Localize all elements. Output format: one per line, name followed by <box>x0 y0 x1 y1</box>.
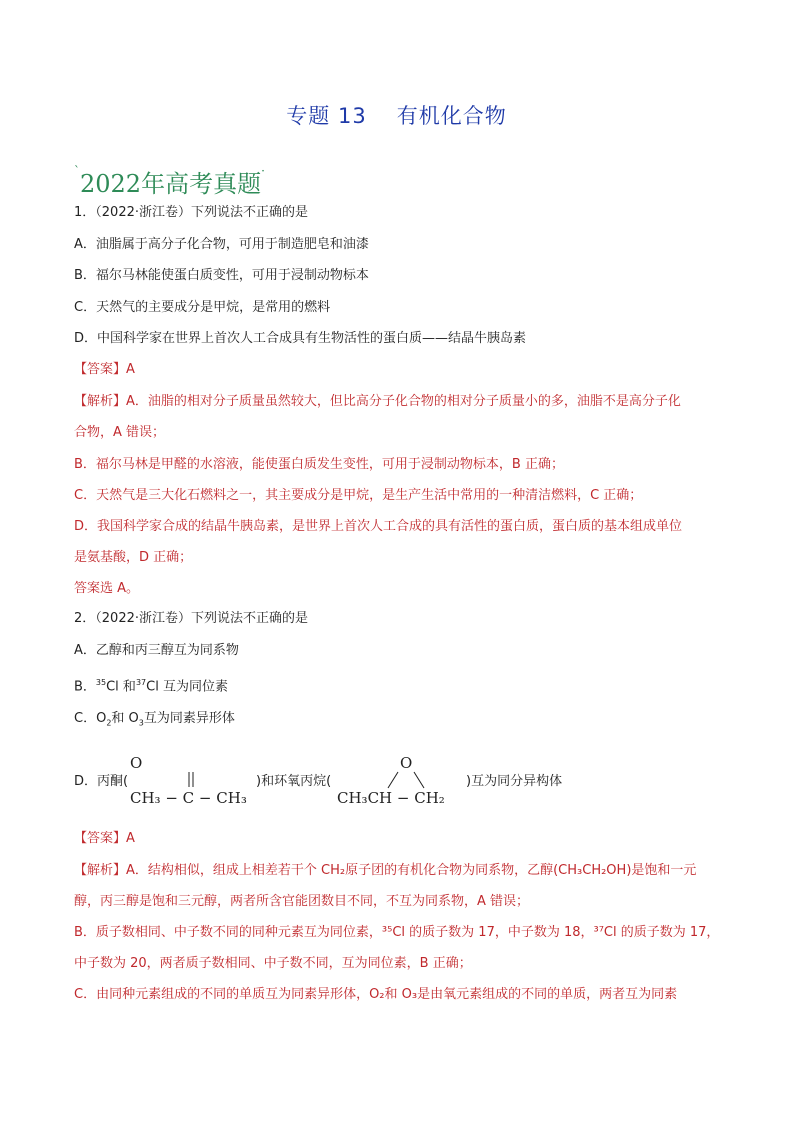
q2-analysis-line: 中子数为 20，两者质子数相同、中子数不同，互为同位素，B 正确； <box>74 956 472 971</box>
q1-analysis-line: 合物，A 错误； <box>74 425 166 440</box>
epoxide-chain: CH₃CH − CH₂ <box>337 789 445 807</box>
option-prefix: C．O <box>74 711 107 726</box>
q1-analysis-line: C．天然气是三大化石燃料之一，其主要成分是甲烷，是生产生活中常用的一种清洁燃料，C 正确； <box>74 488 643 503</box>
subscript: 3 <box>138 718 144 728</box>
analysis-label: 【解析】 <box>74 863 127 878</box>
q1-option-c: C．天然气的主要成分是甲烷，是常用的燃料 <box>74 300 331 315</box>
q1-option-b: B．福尔马林能使蛋白质变性，可用于浸制动物标本 <box>74 268 369 283</box>
q1-conclusion: 答案选 A。 <box>74 581 140 596</box>
mass-number: 35 <box>95 678 107 687</box>
q2-option-d-prefix: D．丙酮( <box>74 774 129 789</box>
analysis-label: 【解析】 <box>74 394 127 409</box>
answer-label: 【答案】 <box>74 831 127 846</box>
isotope-text: Cl 和 <box>106 679 136 695</box>
q1-option-a: A．油脂属于高分子化合物，可用于制造肥皂和油漆 <box>74 237 369 252</box>
q2-answer <box>74 830 135 848</box>
q1-option-d: D．中国科学家在世界上首次人工合成具有生物活性的蛋白质——结晶牛胰岛素 <box>74 331 527 346</box>
q2-option-d-suffix: )互为同分异构体 <box>466 774 563 789</box>
acetone-oxygen: O <box>130 754 143 772</box>
q2-analysis-line: C．由同种元素组成的不同的单质互为同素异形体，O₂和 O₃是由氧元素组成的不同的单质，两者互为同素 <box>74 987 678 1002</box>
tick-mark-icon: ` <box>74 164 80 178</box>
analysis-text: A．结构相似，组成上相差若干个 CH₂原子团的有机化合物为同系物，乙醇(CH₃CH₂OH)是饱和一元 <box>126 863 697 878</box>
mass-number: 37 <box>135 678 147 687</box>
q1-stem: 1．（2022·浙江卷）下列说法不正确的是 <box>74 205 308 220</box>
q2-option-d-middle: )和环氧丙烷( <box>256 774 332 789</box>
q2-option-a: A．乙醇和丙三醇互为同系物 <box>74 643 239 658</box>
q1-analysis-line: D．我国科学家合成的结晶牛胰岛素，是世界上首次人工合成的具有活性的蛋白质，蛋白质的基本组成单位 <box>74 519 683 534</box>
q1-analysis-line: B．福尔马林是甲醛的水溶液，能使蛋白质发生变性，可用于浸制动物标本，B 正确； <box>74 457 564 472</box>
acetone-chain: CH₃ − C − CH₃ <box>130 789 247 807</box>
topic-name: 有机化合物 <box>396 104 507 128</box>
answer-value: A <box>126 831 135 846</box>
q2-analysis-line <box>74 862 696 880</box>
option-text: 和 O <box>111 711 139 726</box>
q2-stem: 2．（2022·浙江卷）下列说法不正确的是 <box>74 611 308 626</box>
subscript: 2 <box>106 718 112 728</box>
dot-mark-icon: · <box>261 164 265 178</box>
answer-value: A <box>126 362 135 377</box>
section-heading-text: 2022年高考真题 <box>80 170 262 198</box>
q2-analysis-line: B．质子数相同、中子数不同的同种元素互为同位素，³⁵Cl 的质子数为 17，中子数为 18，³⁷Cl 的质子数为 17， <box>74 925 720 940</box>
epoxide-oxygen: O <box>400 754 413 772</box>
isotope-text: Cl 互为同位素 <box>146 679 228 695</box>
q1-analysis-line: 是氨基酸，D 正确； <box>74 550 193 565</box>
analysis-text: A．油脂的相对分子质量虽然较大，但比高分子化合物的相对分子质量小的多，油脂不是高分子化 <box>126 394 681 409</box>
q2-analysis-line: 醇，丙三醇是饱和三元醇，两者所含官能团数目不同，不互为同系物，A 错误； <box>74 894 530 909</box>
option-prefix: B． <box>74 679 96 695</box>
topic-number: 专题 13 <box>286 104 367 128</box>
option-text: 互为同素异形体 <box>143 711 235 726</box>
answer-label: 【答案】 <box>74 362 127 377</box>
